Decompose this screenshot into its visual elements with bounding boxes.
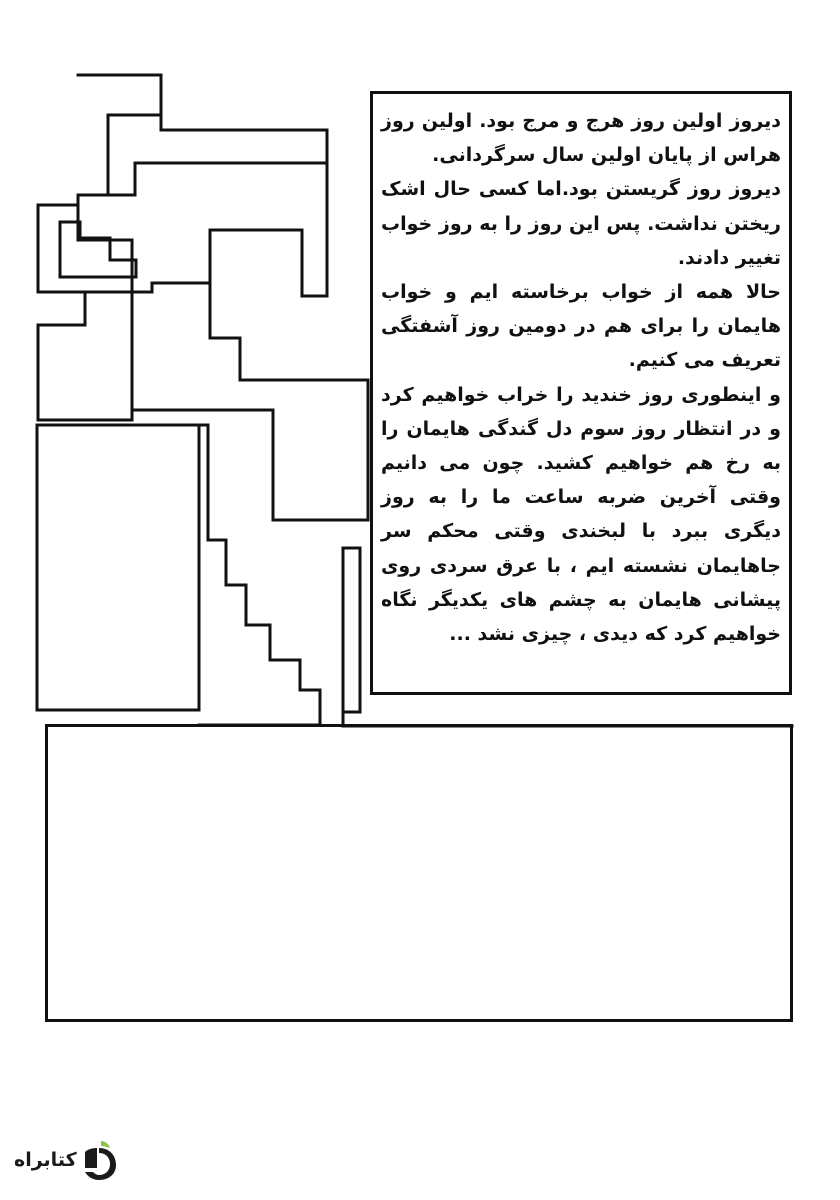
story-paragraph-3: حالا همه از خواب برخاسته ایم و خواب هایمان را برای هم در دومین روز آشفتگی تعریف می کنیم. bbox=[381, 281, 781, 372]
maze-panel-outline bbox=[38, 75, 161, 420]
stepped-panel-outline bbox=[199, 425, 320, 725]
story-paragraph-4: و اینطوری روز خندید را خراب خواهیم کرد و در انتظار روز سوم دل گندگی هایمان را به رخ هم خواهیم کشید. چون می دانیم وقتی آخرین ضربه ساعت ما را به روز دیگری ببرد با لبخندی وقتی محکم سر جاهایمان نشسته ایم ، با عرق سردی روی پیشانی هایمان به چشم های یکدیگر نگاه خواهیم کرد که دیدی ، چیزی نشد ... bbox=[381, 383, 781, 646]
bottom-empty-panel bbox=[45, 724, 793, 1022]
connector-frame bbox=[343, 548, 360, 712]
left-tall-panel bbox=[37, 425, 199, 710]
maze-panel-steps bbox=[85, 283, 210, 338]
ketabrah-logo bbox=[14, 1138, 126, 1182]
story-text-box bbox=[370, 91, 792, 695]
ketabrah-leaf-icon bbox=[79, 1138, 119, 1182]
story-paragraph-2: دیروز روز گریستن بود.اما کسی حال اشک ریختن نداشت. پس این روز را به روز خواب تغییر دادند. bbox=[381, 178, 781, 269]
maze-panel-right-column bbox=[132, 130, 368, 520]
story-paragraph-1: دیروز اولین روز هرج و مرج بود. اولین روز هراس از پایان اولین سال سرگردانی. bbox=[381, 110, 781, 167]
logo-text: کتابراه bbox=[14, 1149, 77, 1171]
maze-panel-small-box bbox=[60, 222, 136, 277]
maze-panel-inner-corridor bbox=[108, 115, 327, 195]
